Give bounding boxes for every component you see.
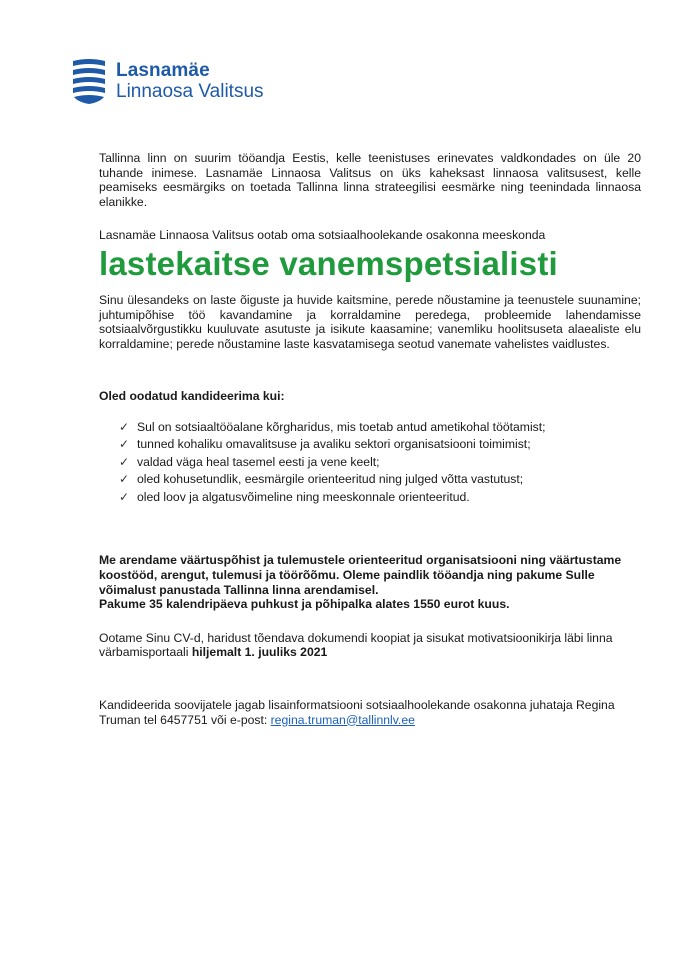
checkmark-icon: ✓ bbox=[119, 489, 130, 504]
logo bbox=[72, 58, 264, 104]
list-item bbox=[119, 489, 641, 507]
offer-values: Me arendame väärtuspõhist ja tulemustele orienteeritud organisatsiooni ning väärtustame koostööd, arengut, tulemusi ja töörõõmu. Oleme paindlik tööandja ning pakume Sulle võimalust panustada Tallinna linna arendamisel. bbox=[99, 553, 622, 597]
lasnamae-emblem-icon bbox=[72, 58, 106, 104]
checkmark-icon: ✓ bbox=[119, 454, 130, 469]
list-item bbox=[119, 454, 641, 472]
logo-text bbox=[116, 60, 264, 103]
requirements-list bbox=[99, 419, 641, 507]
apply-text: Ootame Sinu CV-d, haridust tõendava dokumendi koopiat ja sisukat motivatsioonikirja läbi linna värbamisportaali bbox=[99, 630, 613, 660]
apply-paragraph bbox=[99, 631, 641, 660]
offer-section bbox=[99, 553, 641, 611]
duties-paragraph: Sinu ülesandeks on laste õiguste ja huvide kaitsmine, perede nõustamine ja teenustele suunamine; juhtumipõhise töö kavandamine ja korraldamine peredega, probleemide lahendamisse sotsiaalvõrgustikku kuuluvate asutuste ja isikute kaasamine; vanemliku hoolitsuseta alaealiste elu korraldamine; perede nõustamine laste kasvatamisega seotud vanemate vahelistes vaidlustes. bbox=[99, 292, 641, 351]
list-item bbox=[119, 419, 641, 437]
contact-paragraph bbox=[99, 698, 641, 727]
contact-email-link[interactable]: regina.truman@tallinnlv.ee bbox=[270, 712, 415, 727]
requirements-title: Oled oodatud kandideerima kui: bbox=[99, 389, 285, 404]
logo-line2: Linnaosa Valitsus bbox=[116, 80, 264, 102]
logo-line1: Lasnamäe bbox=[116, 59, 210, 81]
requirement-text: valdad väga heal tasemel eesti ja vene keelt; bbox=[137, 454, 380, 469]
lead-text: Lasnamäe Linnaosa Valitsus ootab oma sotsiaalhoolekande osakonna meeskonda bbox=[99, 228, 546, 243]
intro-paragraph: Tallinna linn on suurim tööandja Eestis, kelle teenistuses erinevates valdkondades on üle 20 tuhande inimese. Lasnamäe Linnaosa Valitsus on üks kaheksast linnaosa valitsusest, kelle peamiseks eesmärgiks on toetada Tallinna linna strateegilisi eesmärke ning teenindada linnaosa elanikke. bbox=[99, 151, 641, 209]
requirement-text: Sul on sotsiaaltööalane kõrgharidus, mis toetab antud ametikohal töötamist; bbox=[137, 419, 546, 434]
checkmark-icon: ✓ bbox=[119, 419, 130, 434]
contact-text: Kandideerida soovijatele jagab lisainformatsiooni sotsiaalhoolekande osakonna juhataja Regina Truman tel 6457751 või e-post: bbox=[99, 698, 615, 727]
job-ad-content bbox=[99, 151, 641, 727]
position-title: lastekaitse vanemspetsialisti bbox=[99, 244, 558, 282]
checkmark-icon: ✓ bbox=[119, 437, 130, 452]
requirement-text: oled kohusetundlik, eesmärgile orienteeritud ning julged võtta vastutust; bbox=[137, 472, 524, 487]
checkmark-icon: ✓ bbox=[119, 472, 130, 487]
list-item bbox=[119, 471, 641, 489]
requirement-text: oled loov ja algatusvõimeline ning meeskonnale orienteeritud. bbox=[137, 489, 470, 504]
apply-deadline: hiljemalt 1. juuliks 2021 bbox=[191, 645, 328, 660]
list-item bbox=[119, 436, 641, 454]
offer-benefits: Pakume 35 kalendripäeva puhkust ja põhipalka alates 1550 eurot kuus. bbox=[99, 597, 510, 612]
requirement-text: tunned kohaliku omavalitsuse ja avaliku sektori organisatsiooni toimimist; bbox=[137, 437, 531, 452]
